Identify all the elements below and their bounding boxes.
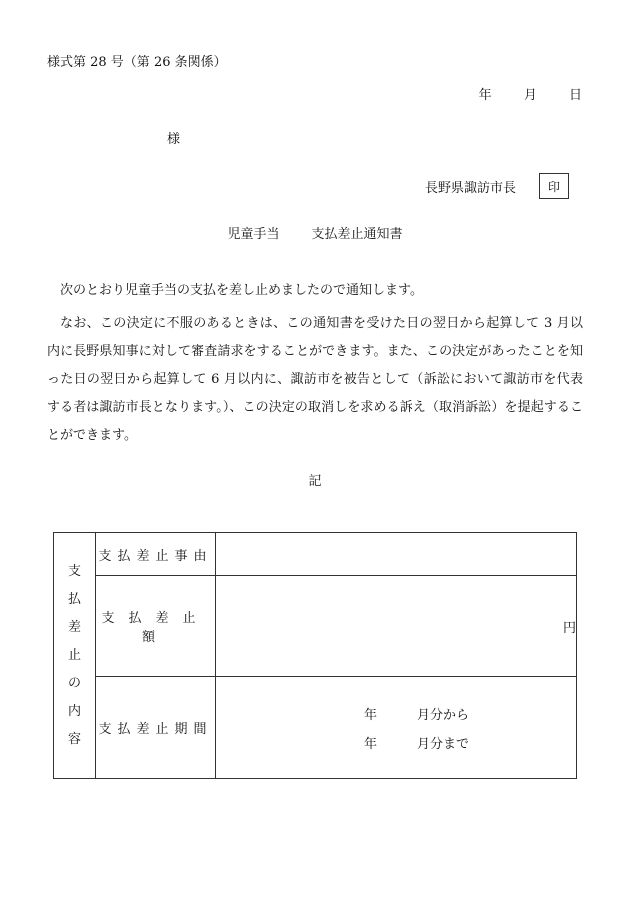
date-year: 年	[478, 88, 492, 103]
period-to-month: 月分まで	[417, 736, 470, 752]
seal-label: 印	[547, 179, 560, 194]
amount-value[interactable]	[216, 576, 577, 677]
addressee-suffix: 様	[167, 132, 181, 147]
ki-heading: 記	[308, 474, 322, 489]
date-month: 月	[523, 88, 537, 103]
side-char: 差	[67, 619, 81, 635]
side-char: の	[67, 675, 81, 691]
issuer: 長野県諏訪市長	[425, 181, 517, 196]
body-paragraph-2: なお、この決定に不服のあるときは、この通知書を受けた日の翌日から起算して 3 月以内に長野県知事に対して審査請求をすることができます。また、この決定があったことを知った日の翌日から起算して 6 月以内に、諏訪市を被告として（訴訟において諏訪市を代表する者は諏訪市長となります。）、この決定の取消しを求める訴え（取消訴訟）を提起することができます。	[47, 316, 583, 443]
side-char: 止	[67, 647, 81, 663]
period-from-month: 月分から	[417, 707, 470, 723]
table-row-reason	[54, 533, 577, 576]
side-label	[54, 533, 96, 779]
title-part2: 支払差止通知書	[311, 227, 403, 242]
side-char: 支	[67, 563, 81, 579]
title-part1: 児童手当	[227, 227, 280, 242]
document-title	[0, 223, 630, 242]
table-row-period	[54, 677, 577, 779]
amount-unit: 円	[562, 620, 576, 636]
amount-label: 支払差止額	[96, 576, 216, 677]
side-char: 容	[67, 731, 81, 747]
period-value[interactable]	[216, 677, 577, 779]
period-to-year: 年	[364, 736, 378, 752]
body-paragraph-1: 次のとおり児童手当の支払を差し止めましたので通知します。	[60, 283, 423, 298]
form-number: 様式第 28 号（第 26 条関係）	[47, 55, 227, 70]
table-row-amount	[54, 576, 577, 677]
detail-table	[53, 532, 577, 779]
date-line	[451, 84, 582, 103]
reason-value[interactable]	[216, 533, 577, 576]
seal-box	[539, 173, 569, 199]
period-label: 支払差止期間	[96, 677, 216, 779]
period-from-year: 年	[364, 707, 378, 723]
side-char: 内	[67, 703, 81, 719]
date-day: 日	[568, 88, 582, 103]
side-char: 払	[67, 591, 81, 607]
reason-label: 支払差止事由	[96, 533, 216, 576]
period-to	[364, 733, 469, 752]
period-from	[364, 704, 469, 723]
